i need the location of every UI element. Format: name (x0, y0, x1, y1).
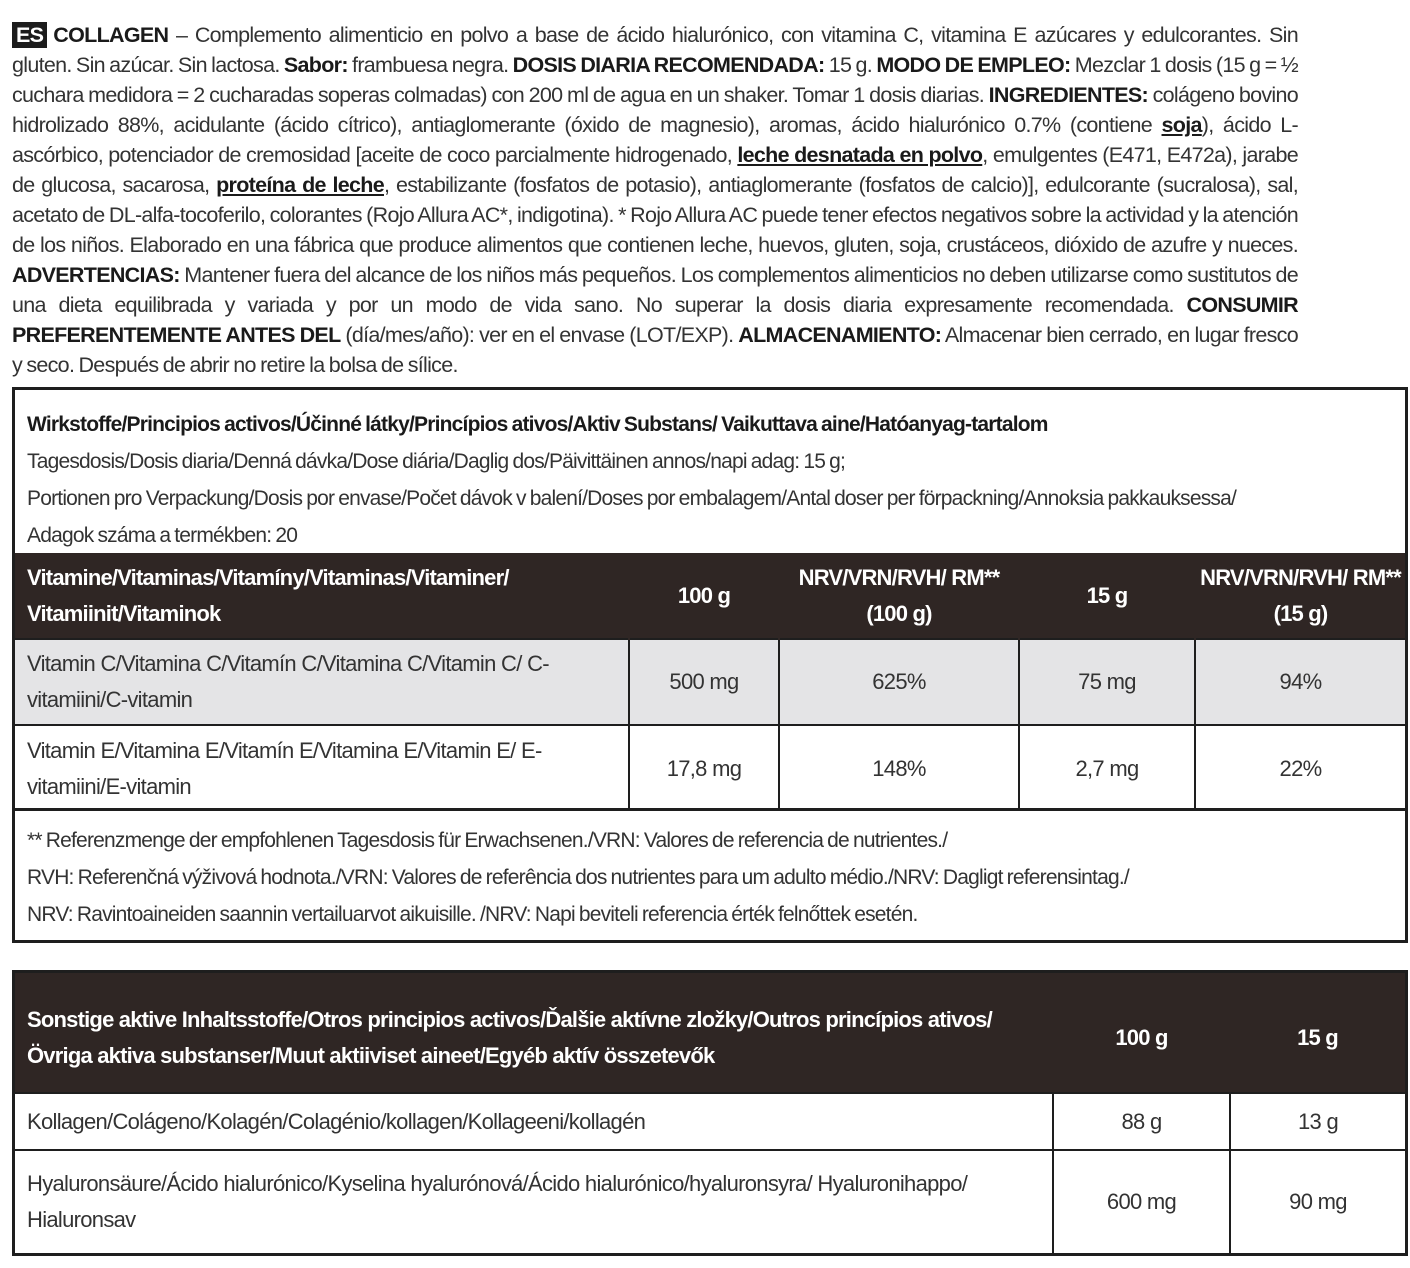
col-header-nrv-100g: NRV/VRN/RVH/ RM** (100 g) (779, 553, 1019, 639)
ingredients-label: INGREDIENTES: (988, 83, 1148, 107)
divider (15, 808, 1405, 811)
flavor-label: Sabor: (283, 53, 348, 77)
ingredients-text: colágeno bovino hidrolizado 88%, acidulante (ácido cítrico), antiaglomerante (óxido de magnesio), aromas, ácido hialurónico 0.7% (contiene (12, 83, 1299, 137)
nrv-footnotes (27, 822, 1129, 933)
nrv-100g: 625% (779, 639, 1019, 725)
portions-text-cont: Adagok száma a termékben: 20 (27, 524, 298, 547)
portions-text: Portionen pro Verpackung/Dosis por envase/Počet dávok v balení/Doses por embalagem/Antal doser per förpackning/Annoksia pakkauksessa/ (27, 487, 1237, 510)
flavor-value: frambuesa negra. (347, 53, 513, 77)
table-row (15, 1150, 1405, 1253)
col-header-100g: 100 g (1053, 973, 1230, 1093)
amount-15g: 2,7 mg (1019, 725, 1195, 811)
dose-label: DOSIS DIARIA RECOMENDADA: (512, 53, 825, 77)
vitamin-name: Vitamin C/Vitamina C/Vitamín C/Vitamina C/Vitamin C/ C-vitamiini/C-vitamin (15, 639, 629, 725)
language-badge: ES (12, 22, 47, 48)
active-substances-title: Wirkstoffe/Principios activos/Účinné látky/Princípios ativos/Aktiv Substans/ Vaikuttava aine/Hatóanyag-tartalom (27, 413, 1048, 436)
vitamin-name: Vitamin E/Vitamina E/Vitamín E/Vitamina E/Vitamin E/ E-vitamiini/E-vitamin (15, 725, 629, 811)
nrv-15g: 94% (1195, 639, 1405, 725)
amount-100g: 17,8 mg (629, 725, 779, 811)
dose-value: 15 g. (824, 53, 877, 77)
col-header-100g: 100 g (629, 553, 779, 639)
other-ingredients-panel (12, 970, 1408, 1256)
vitamins-table (15, 553, 1405, 811)
ingredient-name: Hyaluronsäure/Ácido hialurónico/Kyselina hyalurónová/Ácido hialurónico/hyaluronsyra/ Hyaluronihappo/ Hialuronsav (15, 1150, 1053, 1253)
col-header-vitamins: Vitamine/Vitaminas/Vitamíny/Vitaminas/Vitaminer/ Vitamiinit/Vitaminok (15, 553, 629, 639)
usage-text: Mezclar 1 dosis (15 g = ½ cuchara medidora = 2 cucharadas soperas colmadas) con 200 ml de agua en un shaker. Tomar 1 dosis diarias. (12, 53, 1299, 107)
warnings-label: ADVERTENCIAS: (12, 263, 180, 287)
amount-15g: 75 mg (1019, 639, 1195, 725)
amount-15g: 90 mg (1230, 1150, 1405, 1253)
amount-100g: 88 g (1053, 1093, 1230, 1150)
warnings-text: Mantener fuera del alcance de los niños más pequeños. Los complementos alimenticios no deben utilizarse como sustitutos de una dieta equilibrada y variada y por un modo de vida sano. No superar la dosis diaria expresamente recomendada. (12, 263, 1298, 317)
product-description (12, 20, 1298, 380)
storage-label: ALMACENAMIENTO: (738, 323, 942, 347)
table-row (15, 1093, 1405, 1150)
footnote-line: ** Referenzmenge der empfohlenen Tagesdosis für Erwachsenen./VRN: Valores de referencia de nutrientes./ (27, 829, 948, 852)
nrv-15g: 22% (1195, 725, 1405, 811)
allergen-milk-powder: leche desnatada en polvo (737, 143, 983, 167)
product-name: COLLAGEN (53, 23, 169, 47)
description-text: – Complemento alimenticio en polvo a base de ácido hialurónico, con vitamina C, vitamina E azúcares y edulcorantes. Sin gluten. Sin azúcar. Sin lactosa. (12, 23, 1298, 77)
footnote-line: NRV: Ravintoaineiden saannin vertailuarvot aikuisille. /NRV: Napi beviteli referencia érték felnőttek esetén. (27, 903, 918, 926)
ingredient-name: Kollagen/Colágeno/Kolagén/Colagénio/kollagen/Kollageeni/kollagén (15, 1093, 1053, 1150)
ingredients-text: , emulgentes (E471, E472a), jarabe de glucosa, sacarosa, (12, 143, 1298, 197)
usage-label: MODO DE EMPLEO: (876, 53, 1071, 77)
active-substances-panel (12, 387, 1408, 943)
footnote-line: RVH: Referenčná výživová hodnota./VRN: Valores de referência dos nutrientes para um adulto médio./NRV: Dagligt referensintag./ (27, 866, 1129, 889)
col-header-15g: 15 g (1019, 553, 1195, 639)
table-header-row (15, 553, 1405, 639)
col-header-nrv-15g: NRV/VRN/RVH/ RM** (15 g) (1195, 553, 1405, 639)
amount-100g: 600 mg (1053, 1150, 1230, 1253)
storage-text: Almacenar bien cerrado, en lugar fresco y seco. Después de abrir no retire la bolsa de sílice. (12, 323, 1298, 377)
table-row (15, 639, 1405, 725)
best-before-label: CONSUMIR PREFERENTEMENTE ANTES DEL (12, 293, 1298, 347)
allergen-milk-protein: proteína de leche (216, 173, 384, 197)
active-substances-header (15, 390, 1405, 554)
col-header-15g: 15 g (1230, 973, 1405, 1093)
allergen-soy: soja (1161, 113, 1202, 137)
ingredients-text: ), ácido L-ascórbico, potenciador de cremosidad [aceite de coco parcialmente hidrogenado, (12, 113, 1298, 167)
table-row (15, 725, 1405, 811)
ingredients-text: , estabilizante (fosfatos de potasio), antiaglomerante (fosfatos de calcio)], edulcorante (sucralosa), sal, acetato de DL-alfa-tocoferilo, colorantes (Rojo Allura AC*, indigotina). * Rojo Allura AC puede tener efectos negativos sobre la actividad y la atención de los niños. Elaborado en una fábrica que produce alimentos que contienen leche, huevos, gluten, soja, crustáceos, dióxido de azufre y nueces. (12, 173, 1298, 257)
best-before-text: (día/mes/año): ver en el envase (LOT/EXP). (340, 323, 739, 347)
amount-100g: 500 mg (629, 639, 779, 725)
daily-dose-text: Tagesdosis/Dosis diaria/Denná dávka/Dose diária/Daglig dos/Päivittäinen annos/napi adag: 15 g; (27, 450, 846, 473)
nrv-100g: 148% (779, 725, 1019, 811)
table-header-row (15, 973, 1405, 1093)
col-header-ingredient: Sonstige aktive Inhaltsstoffe/Otros principios activos/Ďalšie aktívne zložky/Outros princípios ativos/Övriga aktiva substanser/Muut aktiiviset aineet/Egyéb aktív összetevők (15, 973, 1053, 1093)
amount-15g: 13 g (1230, 1093, 1405, 1150)
other-ingredients-table (15, 973, 1405, 1253)
